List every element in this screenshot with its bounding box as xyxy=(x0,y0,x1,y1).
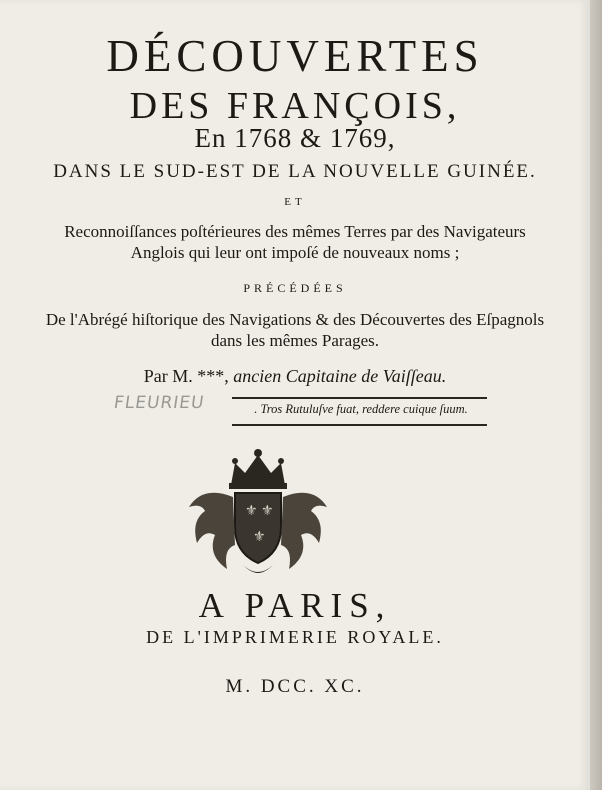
description-line-1: Reconnoiſſances poſtérieures des mêmes Terres par des Navigateurs xyxy=(64,222,526,241)
handwritten-note: FLEURIEU xyxy=(112,393,206,413)
motto: . Tros Rutuluſve fuat, reddere cuique ſuum. xyxy=(254,402,468,416)
printer-line: DE L'IMPRIMERIE ROYALE. xyxy=(146,627,444,647)
royal-crest-icon xyxy=(183,445,333,580)
location-line: DANS LE SUD-EST DE LA NOUVELLE GUINÉE. xyxy=(53,161,537,182)
et-line: ET xyxy=(284,196,306,208)
motto-rule-top xyxy=(232,397,487,399)
svg-text:⚜: ⚜ xyxy=(245,503,258,519)
author-title: ancien Capitaine de Vaiſſeau. xyxy=(233,366,447,386)
author-line xyxy=(0,366,590,387)
motto-rule-bottom xyxy=(232,424,487,426)
title-line-1: DÉCOUVERTES xyxy=(106,31,484,81)
preceded-line-1: De l'Abrégé hiſtorique des Navigations & des Découvertes des Eſpagnols xyxy=(45,310,545,329)
city-line: A PARIS, xyxy=(198,586,392,625)
description-line-2: Anglois qui leur ont impoſé de nouveaux noms ; xyxy=(130,243,460,262)
dates-line: En 1768 & 1769, xyxy=(194,123,396,153)
preceded-line-2: dans les mêmes Parages. xyxy=(210,331,380,350)
svg-text:⚜: ⚜ xyxy=(253,529,266,545)
page-edge xyxy=(590,0,602,790)
year-line: M. DCC. XC. xyxy=(225,676,365,697)
precedees-line: PRÉCÉDÉES xyxy=(243,281,347,295)
author-prefix: Par M. ***, xyxy=(143,366,229,386)
title-line-2: DES FRANÇOIS, xyxy=(129,85,461,127)
svg-text:⚜: ⚜ xyxy=(261,503,274,519)
